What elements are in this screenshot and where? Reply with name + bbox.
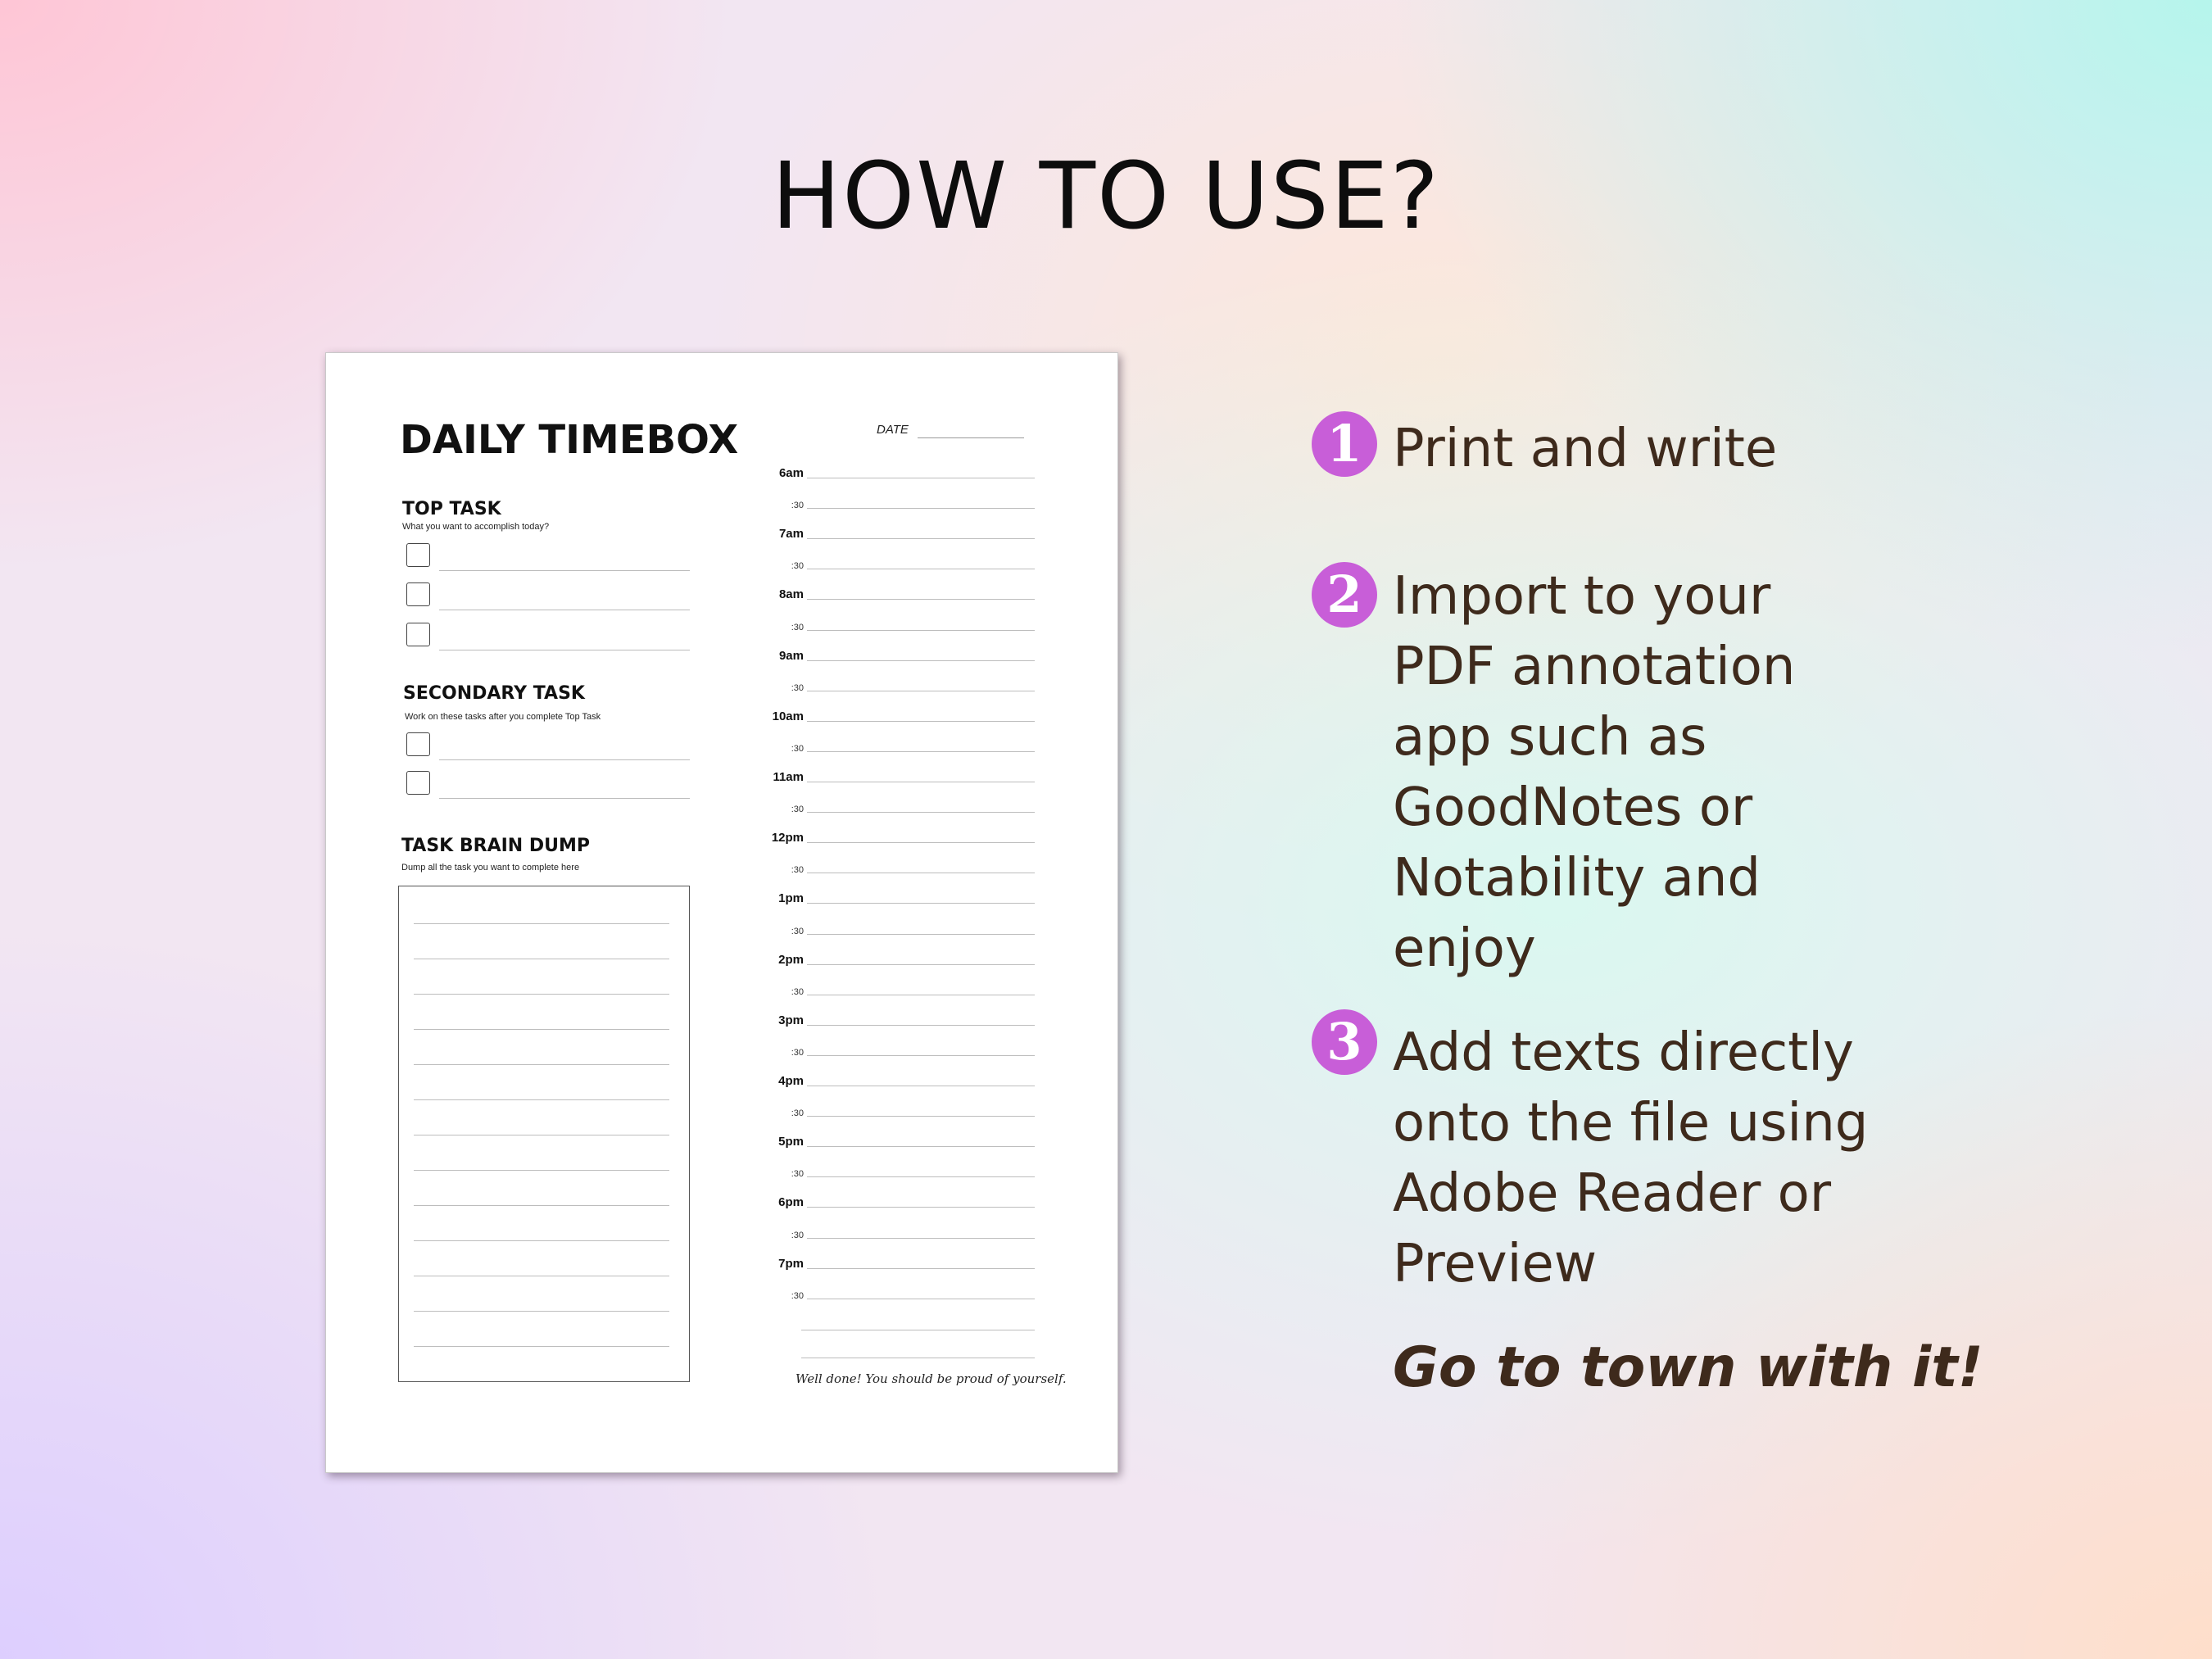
secondary-task-row-2 bbox=[406, 771, 690, 799]
step-3-line: onto the file using bbox=[1393, 1093, 1869, 1154]
time-label: :30 bbox=[791, 1169, 804, 1180]
schedule-line bbox=[807, 508, 1035, 509]
time-label: 8am bbox=[778, 587, 804, 602]
time-slot bbox=[756, 1072, 1035, 1088]
brain-dump-subtitle: Dump all the task you want to complete here bbox=[401, 863, 580, 873]
top-task-row-2 bbox=[406, 582, 690, 610]
time-label: 6pm bbox=[778, 1195, 804, 1210]
time-slot bbox=[756, 1011, 1035, 1027]
time-label: :30 bbox=[791, 682, 804, 693]
step-2-badge: 2 bbox=[1312, 562, 1377, 628]
time-label: :30 bbox=[791, 1230, 804, 1240]
schedule-line bbox=[807, 1176, 1035, 1177]
schedule-line bbox=[807, 1207, 1035, 1208]
time-label: 7pm bbox=[778, 1256, 804, 1271]
schedule-line bbox=[807, 964, 1035, 965]
top-task-title: TOP TASK bbox=[402, 499, 501, 519]
time-slot bbox=[756, 737, 1035, 754]
time-slot bbox=[756, 1193, 1035, 1209]
time-label: 9am bbox=[778, 648, 804, 663]
secondary-task-subtitle: Work on these tasks after you complete Top Task bbox=[405, 712, 601, 722]
secondary-task-title: SECONDARY TASK bbox=[403, 683, 585, 704]
time-slot bbox=[756, 1163, 1035, 1179]
time-slot bbox=[756, 707, 1035, 723]
time-slot bbox=[756, 798, 1035, 814]
time-slot bbox=[756, 616, 1035, 632]
time-slot bbox=[756, 889, 1035, 905]
time-slot bbox=[756, 1224, 1035, 1240]
step-3-line: Adobe Reader or bbox=[1393, 1163, 1832, 1224]
time-slot bbox=[756, 859, 1035, 875]
time-label: 6am bbox=[778, 466, 804, 480]
time-slot bbox=[756, 768, 1035, 784]
time-slot bbox=[756, 585, 1035, 601]
time-slot bbox=[756, 1041, 1035, 1058]
brain-dump-box bbox=[398, 886, 690, 1382]
time-slot bbox=[756, 1285, 1035, 1301]
time-label: :30 bbox=[791, 622, 804, 632]
time-label: :30 bbox=[791, 865, 804, 876]
brain-dump-title: TASK BRAIN DUMP bbox=[401, 836, 591, 856]
time-label: :30 bbox=[791, 805, 804, 815]
time-slot bbox=[756, 1102, 1035, 1118]
step-1-text: Print and write bbox=[1393, 419, 1778, 479]
checkbox-icon bbox=[406, 582, 430, 606]
time-label: 12pm bbox=[771, 831, 804, 845]
top-task-row-3 bbox=[406, 623, 690, 650]
time-label: 2pm bbox=[778, 952, 804, 967]
schedule-line bbox=[807, 903, 1035, 904]
schedule-line bbox=[807, 1268, 1035, 1269]
time-label: :30 bbox=[791, 1047, 804, 1058]
schedule-line bbox=[807, 1055, 1035, 1056]
schedule-line bbox=[807, 538, 1035, 539]
step-3-badge: 3 bbox=[1312, 1009, 1377, 1075]
step-3-line: Add texts directly bbox=[1393, 1022, 1854, 1083]
time-label: :30 bbox=[791, 561, 804, 572]
time-slot bbox=[756, 646, 1035, 663]
time-label: :30 bbox=[791, 986, 804, 997]
step-1-badge: 1 bbox=[1312, 411, 1377, 477]
schedule-line bbox=[807, 1116, 1035, 1117]
schedule-line bbox=[807, 599, 1035, 600]
time-label: :30 bbox=[791, 743, 804, 754]
checkbox-icon bbox=[406, 623, 430, 646]
time-label: :30 bbox=[791, 926, 804, 936]
schedule-line bbox=[807, 934, 1035, 935]
page-heading: HOW TO USE? bbox=[771, 143, 1441, 250]
step-2-line: enjoy bbox=[1393, 918, 1536, 979]
checkbox-icon bbox=[406, 771, 430, 795]
time-label: 3pm bbox=[778, 1013, 804, 1027]
time-label: 7am bbox=[778, 527, 804, 542]
schedule-line bbox=[807, 721, 1035, 722]
time-slot bbox=[756, 494, 1035, 510]
time-label: :30 bbox=[791, 1290, 804, 1301]
date-line bbox=[918, 437, 1024, 438]
top-task-row-1 bbox=[406, 543, 690, 571]
checkbox-icon bbox=[406, 732, 430, 756]
time-slot bbox=[756, 677, 1035, 693]
schedule-line bbox=[807, 630, 1035, 631]
time-label: 11am bbox=[773, 770, 804, 784]
time-slot bbox=[756, 1132, 1035, 1149]
schedule-line bbox=[807, 1238, 1035, 1239]
step-2-line: app such as bbox=[1393, 707, 1707, 768]
time-slot bbox=[756, 920, 1035, 936]
tagline: Go to town with it! bbox=[1393, 1335, 1983, 1400]
time-slot bbox=[756, 555, 1035, 571]
step-2-line: Notability and bbox=[1393, 848, 1761, 909]
step-2-line: PDF annotation bbox=[1393, 637, 1796, 697]
time-label: 5pm bbox=[778, 1135, 804, 1149]
step-3-text bbox=[1393, 1018, 1868, 1299]
planner-preview bbox=[325, 352, 1118, 1473]
step-3-line: Preview bbox=[1393, 1234, 1598, 1294]
date-label: DATE bbox=[877, 423, 909, 437]
step-2-line: GoodNotes or bbox=[1393, 777, 1753, 838]
checkbox-icon bbox=[406, 543, 430, 567]
time-slot bbox=[756, 828, 1035, 845]
time-slot bbox=[756, 464, 1035, 480]
time-slot bbox=[756, 524, 1035, 541]
time-slot bbox=[756, 1254, 1035, 1271]
schedule-line bbox=[807, 751, 1035, 752]
schedule-line bbox=[807, 1025, 1035, 1026]
time-slot bbox=[756, 981, 1035, 997]
secondary-task-row-1 bbox=[406, 732, 690, 760]
step-2-line: Import to your bbox=[1393, 566, 1771, 627]
schedule-line bbox=[807, 1146, 1035, 1147]
top-task-subtitle: What you want to accomplish today? bbox=[402, 522, 550, 532]
schedule-line bbox=[807, 660, 1035, 661]
schedule-line bbox=[807, 842, 1035, 843]
schedule-line bbox=[807, 812, 1035, 813]
time-slot bbox=[756, 950, 1035, 967]
time-label: 10am bbox=[772, 709, 804, 723]
footer-note: Well done! You should be proud of yourself. bbox=[796, 1371, 1067, 1386]
time-label: :30 bbox=[791, 501, 804, 511]
step-2-text bbox=[1393, 561, 1795, 984]
time-label: 4pm bbox=[778, 1074, 804, 1088]
planner-title: DAILY TIMEBOX bbox=[400, 417, 739, 463]
time-label: :30 bbox=[791, 1108, 804, 1119]
time-label: 1pm bbox=[778, 891, 804, 906]
